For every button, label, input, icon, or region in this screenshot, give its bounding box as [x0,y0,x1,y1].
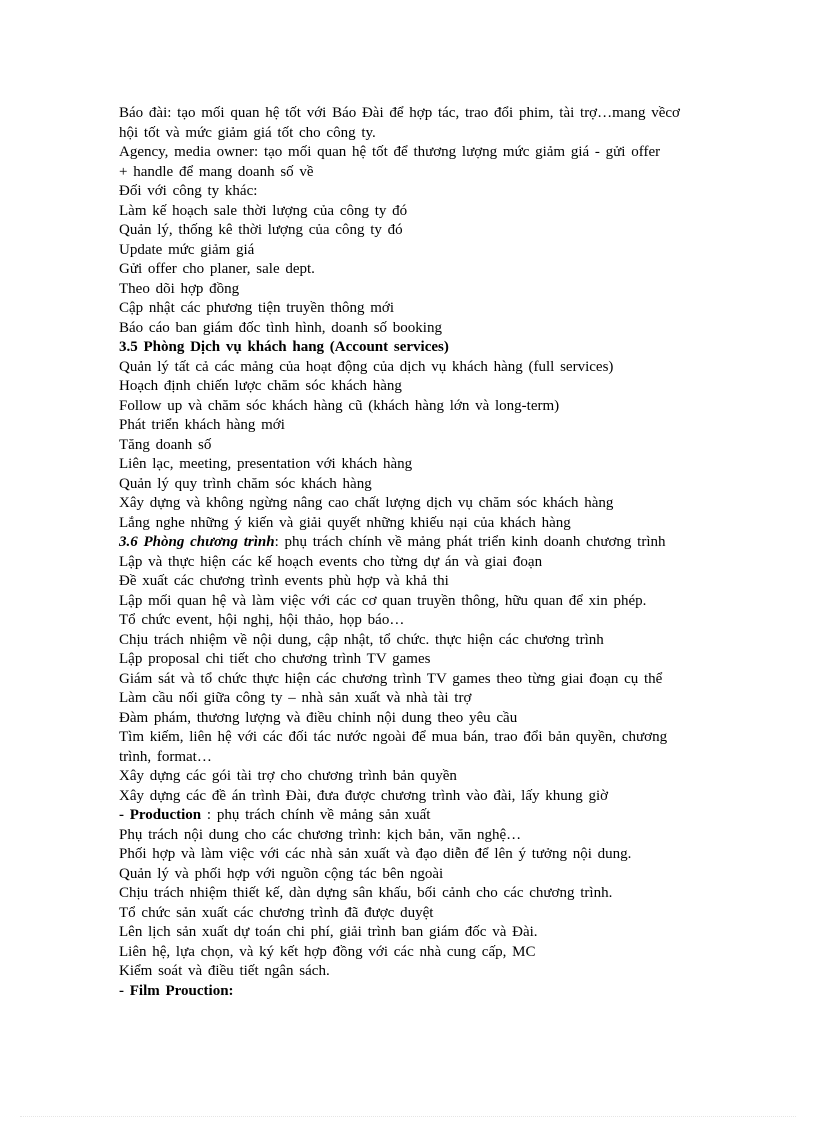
document-body [119,104,719,1001]
section-heading-description: : phụ trách chính về mảng sản xuất [201,807,431,823]
text-line: Kiểm soát và điều tiết ngân sách. [119,963,330,979]
section-line-production [119,806,719,826]
text-line: Lập proposal chi tiết cho chương trình TV games [119,651,431,667]
section-heading-account-services: 3.5 Phòng Dịch vụ khách hang (Account services) [119,339,449,355]
text-line: Theo dõi hợp đồng [119,280,240,297]
text-line: Gửi offer cho planer, sale dept. [119,261,315,277]
text-line: Quản lý tất cả các mảng của hoạt động của dịch vụ khách hàng (full services) [119,358,614,375]
text-line: Báo đài: tạo mối quan hệ tốt với Báo Đài để hợp tác, trao đổi phim, tài trợ…mang vềcơ [119,105,680,121]
text-line: Chịu trách nhiệm về nội dung, cập nhật, tổ chức. thực hiện các chương trình [119,631,604,648]
text-line: Báo cáo ban giám đốc tình hình, doanh số booking [119,319,442,336]
text-line: Update mức giảm giá [119,241,255,258]
text-line: Đàm phám, thương lượng và điều chỉnh nội dung theo yêu cầu [119,709,518,726]
text-line: Liên lạc, meeting, presentation với khách hàng [119,456,413,472]
text-line: Làm cầu nối giữa công ty – nhà sản xuất và nhà tài trợ [119,690,472,706]
section-heading-production: - Production [119,807,202,823]
section-line-program-dept [119,533,719,553]
text-line: Cập nhật các phương tiện truyền thông mới [119,300,395,316]
text-line: Tổ chức sản xuất các chương trình đã được duyệt [119,904,434,921]
text-line: trình, format… [119,748,212,765]
text-line: + handle để mang doanh số về [119,163,314,180]
text-line: Phối hợp và làm việc với các nhà sản xuất và đạo diễn để lên ý tưởng nội dung. [119,846,632,862]
text-line: Lên lịch sản xuất dự toán chi phí, giải trình ban giám đốc và Đài. [119,924,538,940]
text-line: Xây dựng và không ngừng nâng cao chất lượng dịch vụ chăm sóc khách hàng [119,495,614,511]
text-line: Làm kế hoạch sale thời lượng của công ty đó [119,202,408,219]
text-line: Lập và thực hiện các kế hoạch events cho từng dự án và giai đoạn [119,553,543,570]
text-line: Chịu trách nhiệm thiết kế, dàn dựng sân khấu, bối cảnh cho các chương trình. [119,885,613,901]
text-line: Hoạch định chiến lược chăm sóc khách hàng [119,378,402,394]
text-line: Liên hệ, lựa chọn, và ký kết hợp đồng với các nhà cung cấp, MC [119,943,536,960]
text-line: Tăng doanh số [119,436,212,453]
section-heading-film-production: - Film Prouction: [119,982,234,999]
text-line: Agency, media owner: tạo mối quan hệ tốt để thương lượng mức giảm giá - gửi offer [119,144,661,160]
text-line: Quản lý, thống kê thời lượng của công ty đó [119,222,403,238]
text-line: Xây dựng các đề án trình Đài, đưa được chương trình vào đài, lấy khung giờ [119,787,609,804]
text-line: Follow up và chăm sóc khách hàng cũ (khách hàng lớn và long-term) [119,397,560,414]
text-line: Xây dựng các gói tài trợ cho chương trình bản quyền [119,768,457,784]
text-line: Lắng nghe những ý kiến và giải quyết những khiếu nại của khách hàng [119,514,571,531]
section-heading-program-dept: 3.6 Phòng chương trình [119,534,275,550]
text-line: Lập mối quan hệ và làm việc với các cơ quan truyền thông, hữu quan để xin phép. [119,592,647,609]
text-line: Đối với công ty khác: [119,183,258,199]
text-line: Tìm kiếm, liên hệ với các đối tác nước ngoài để mua bán, trao đổi bản quyền, chương [119,729,668,745]
text-line: Tổ chức event, hội nghị, hội thảo, họp báo… [119,612,405,628]
text-line: Phát triển khách hàng mới [119,417,285,433]
page-bottom-divider [20,1116,796,1117]
text-line: Giám sát và tổ chức thực hiện các chương trình TV games theo từng giai đoạn cụ thể [119,670,663,687]
text-line: hội tốt và mức giảm giá tốt cho công ty. [119,124,376,141]
text-line: Đề xuất các chương trình events phù hợp và khả thi [119,573,449,589]
text-line: Phụ trách nội dung cho các chương trình: kịch bản, văn nghệ… [119,826,522,843]
section-heading-description: : phụ trách chính về mảng phát triển kinh doanh chương trình [274,534,666,550]
text-line: Quản lý và phối hợp với nguồn cộng tác bên ngoài [119,865,444,882]
text-line: Quản lý quy trình chăm sóc khách hàng [119,475,372,492]
